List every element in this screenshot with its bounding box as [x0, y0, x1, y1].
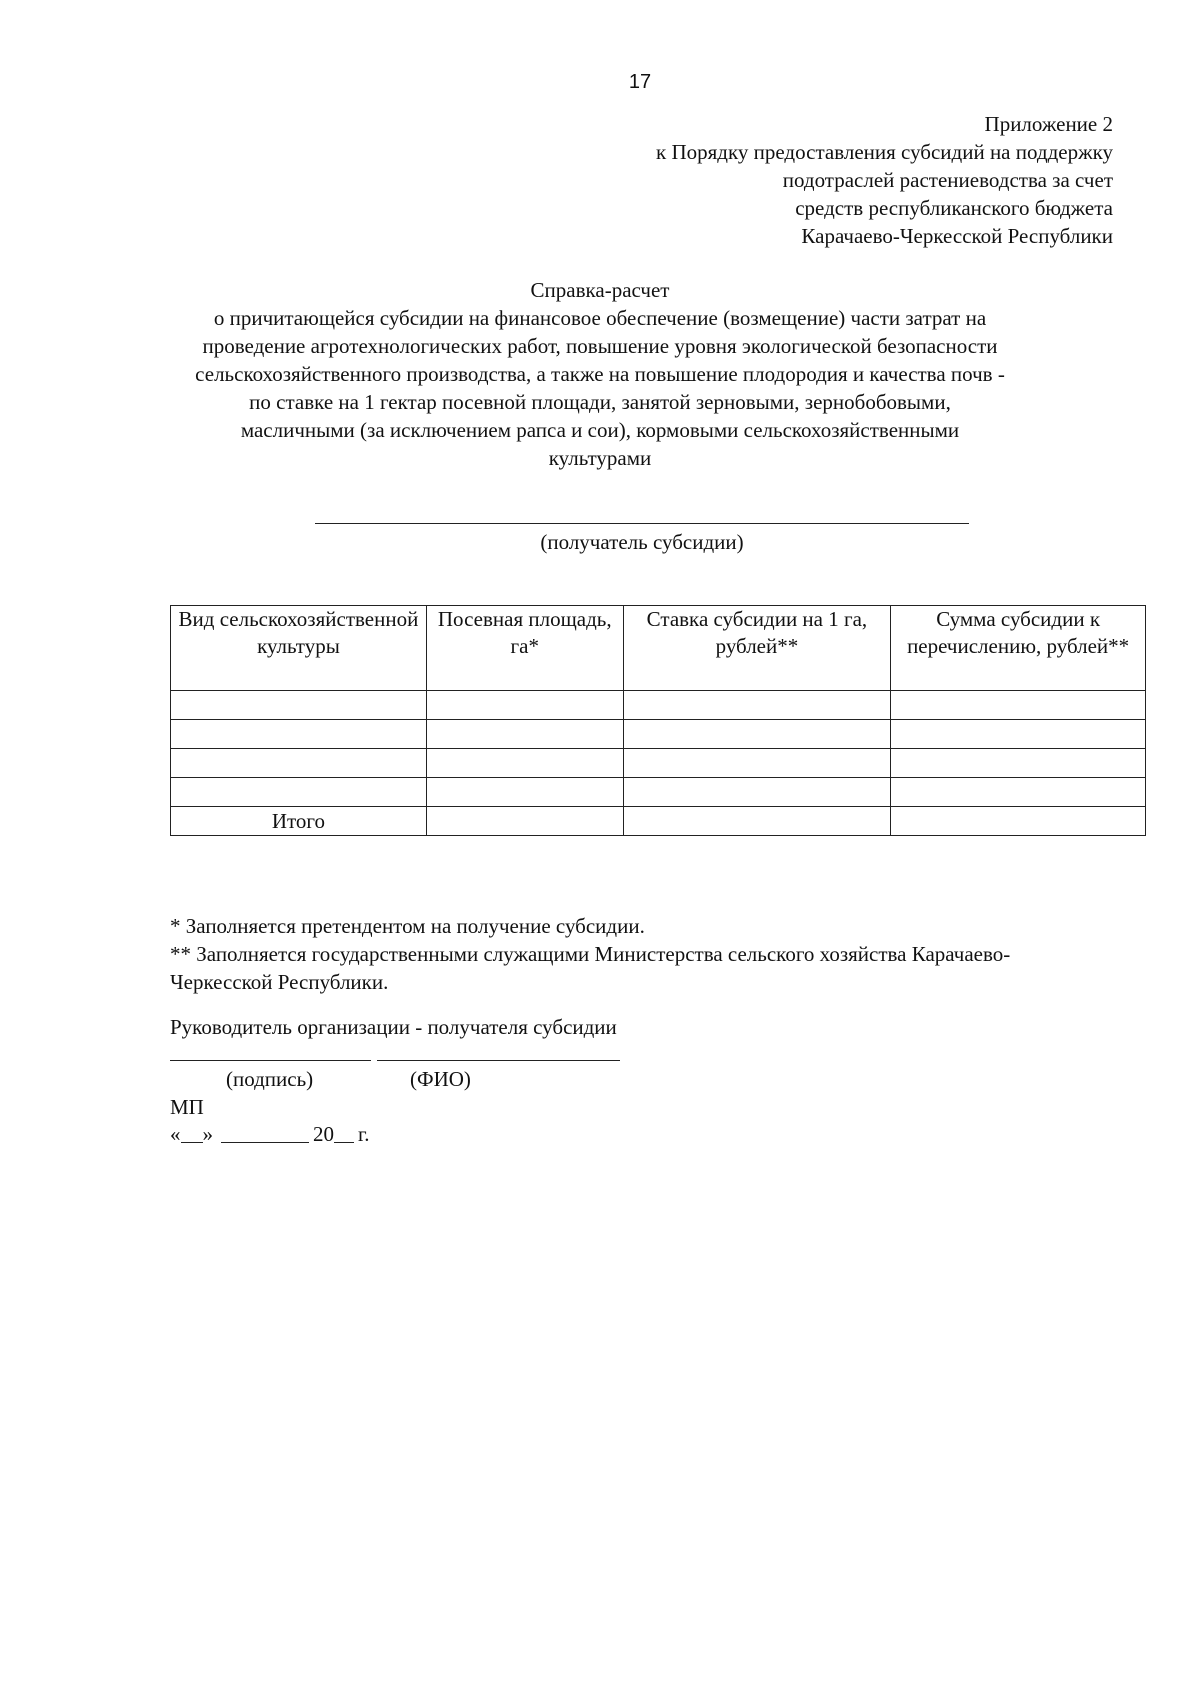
- header-rate-per-ha: Ставка субсидии на 1 га, рублей**: [623, 606, 891, 691]
- appendix-reference: [553, 110, 1113, 250]
- title-line: сельскохозяйственного производства, а также на повышение плодородия и качества почв -: [195, 362, 1005, 386]
- year-fill-line[interactable]: [334, 1122, 354, 1143]
- title-line: проведение агротехнологических работ, повышение уровня экологической безопасности: [202, 334, 998, 358]
- footnote: ** Заполняется государственными служащими Министерства сельского хозяйства Карачаево-: [170, 942, 1011, 966]
- recipient-caption: (получатель субсидии): [540, 530, 744, 554]
- table-cell[interactable]: [891, 720, 1146, 749]
- fio-fill-line[interactable]: [377, 1060, 620, 1061]
- appendix-line: подотраслей растениеводства за счет: [782, 168, 1113, 192]
- footnote: Черкесской Республики.: [170, 970, 389, 994]
- table-cell[interactable]: [891, 778, 1146, 807]
- title-heading: Справка-расчет: [530, 278, 670, 302]
- table-cell[interactable]: [171, 691, 427, 720]
- table-row: [171, 778, 1146, 807]
- table-cell[interactable]: [891, 749, 1146, 778]
- table-cell[interactable]: [171, 720, 427, 749]
- total-amount-cell[interactable]: [891, 807, 1146, 836]
- table-cell[interactable]: [426, 720, 623, 749]
- table-cell[interactable]: [623, 749, 891, 778]
- appendix-line: Приложение 2: [984, 112, 1113, 136]
- footnote: * Заполняется претендентом на получение субсидии.: [170, 914, 645, 938]
- day-fill-line[interactable]: [181, 1122, 203, 1143]
- subsidy-table: [170, 605, 1146, 836]
- table-cell[interactable]: [171, 749, 427, 778]
- total-rate-cell[interactable]: [623, 807, 891, 836]
- page-number: 17: [628, 71, 652, 93]
- date-close-quote: »: [202, 1122, 213, 1146]
- table-row: [171, 720, 1146, 749]
- total-label: Итого: [171, 807, 427, 836]
- fio-caption: (ФИО): [410, 1067, 471, 1091]
- date-field: [170, 1120, 370, 1148]
- document-title: [120, 276, 1080, 472]
- table-cell[interactable]: [623, 691, 891, 720]
- header-crop-type: Вид сельскохозяйственной культуры: [171, 606, 427, 691]
- appendix-line: к Порядку предоставления субсидий на поддержку: [656, 140, 1113, 164]
- table-cell[interactable]: [623, 778, 891, 807]
- total-area-cell[interactable]: [426, 807, 623, 836]
- table-total-row: [171, 807, 1146, 836]
- title-line: по ставке на 1 гектар посевной площади, занятой зерновыми, зернобобовыми,: [249, 390, 951, 414]
- table-cell[interactable]: [426, 749, 623, 778]
- table-row: [171, 749, 1146, 778]
- table-row: [171, 691, 1146, 720]
- signature-caption: (подпись): [226, 1067, 314, 1091]
- table-cell[interactable]: [891, 691, 1146, 720]
- month-fill-line[interactable]: [221, 1122, 309, 1143]
- year-prefix: 20: [313, 1122, 334, 1146]
- table-cell[interactable]: [623, 720, 891, 749]
- title-line: культурами: [548, 446, 652, 470]
- footnotes: [170, 912, 1110, 996]
- table-cell[interactable]: [171, 778, 427, 807]
- header-sown-area: Посевная площадь, га*: [426, 606, 623, 691]
- table-cell[interactable]: [426, 778, 623, 807]
- title-line: масличными (за исключением рапса и сои), кормовыми сельскохозяйственными: [240, 418, 960, 442]
- appendix-line: средств республиканского бюджета: [795, 196, 1113, 220]
- stamp-place-label: МП: [170, 1095, 204, 1119]
- table-header-row: [171, 606, 1146, 691]
- table-cell[interactable]: [426, 691, 623, 720]
- signature-fill-line[interactable]: [170, 1060, 371, 1061]
- appendix-line: Карачаево-Черкесской Республики: [801, 224, 1113, 248]
- header-subsidy-amount: Сумма субсидии к перечислению, рублей**: [891, 606, 1146, 691]
- signer-label: Руководитель организации - получателя субсидии: [170, 1015, 617, 1039]
- title-line: о причитающейся субсидии на финансовое обеспечение (возмещение) части затрат на: [213, 306, 987, 330]
- date-open-quote: «: [170, 1122, 181, 1146]
- recipient-fill-line[interactable]: [315, 523, 969, 524]
- year-suffix: г.: [358, 1122, 370, 1146]
